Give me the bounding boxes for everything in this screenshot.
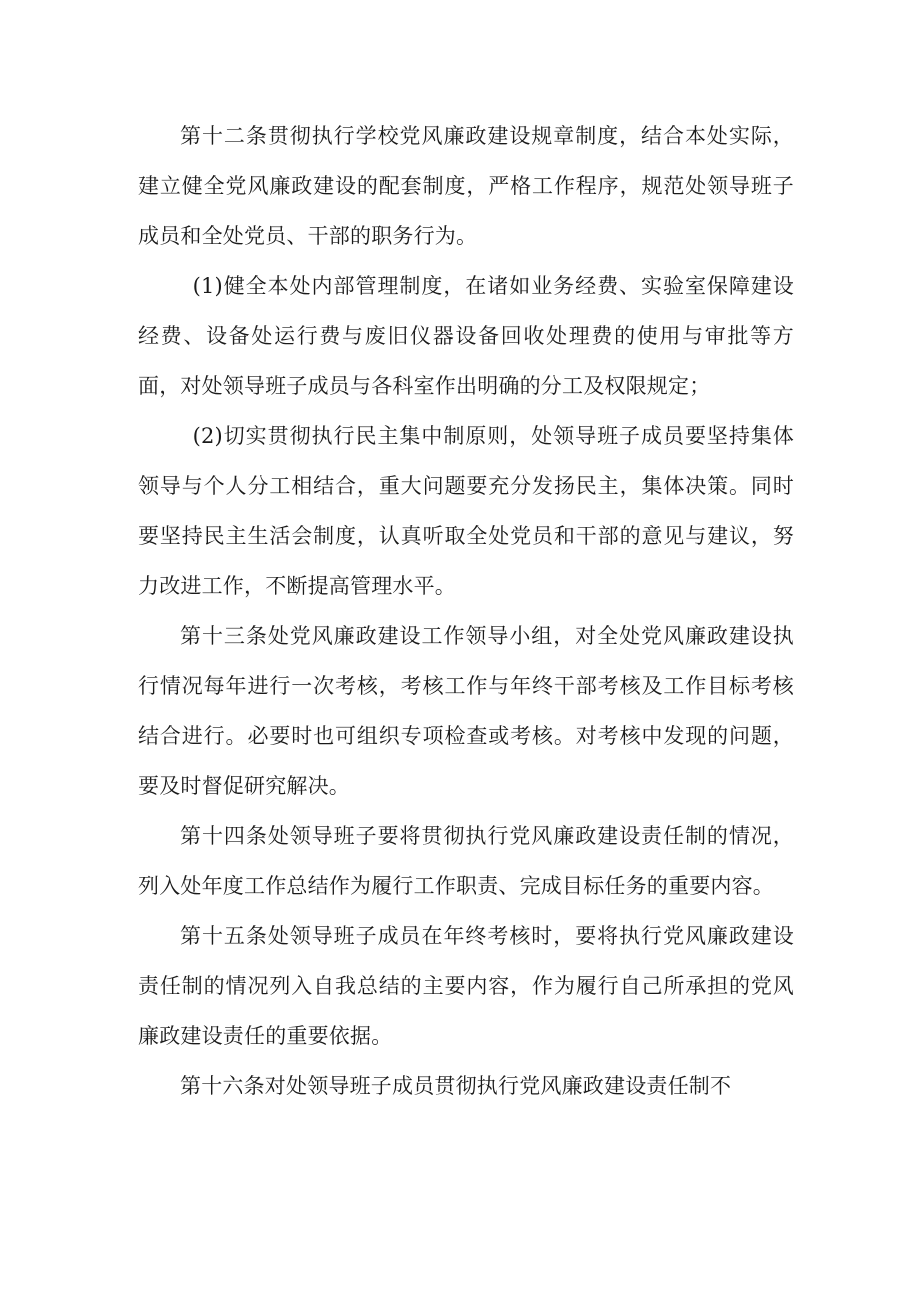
article-12-paragraph: 第十二条贯彻执行学校党风廉政建设规章制度，结合本处实际，建立健全党风廉政建设的配套制度，严格工作程序，规范处领导班子成员和全处党员、干部的职务行为。 [138, 124, 794, 248]
document-body [138, 111, 794, 1111]
article-16-paragraph: 第十六条对处领导班子成员贯彻执行党风廉政建设责任制不 [180, 1074, 732, 1098]
item-1-paragraph: (1)健全本处内部管理制度，在诸如业务经费、实验室保障建设经费、设备处运行费与废旧仪器设备回收处理费的使用与审批等方面，对处领导班子成员与各科室作出明确的分工及权限规定； [138, 274, 794, 398]
article-15-paragraph: 第十五条处领导班子成员在年终考核时，要将执行党风廉政建设责任制的情况列入自我总结的主要内容，作为履行自己所承担的党风廉政建设责任的重要依据。 [138, 924, 794, 1048]
article-13-paragraph: 第十三条处党风廉政建设工作领导小组，对全处党风廉政建设执行情况每年进行一次考核，考核工作与年终干部考核及工作目标考核结合进行。必要时也可组织专项检查或考核。对考核中发现的问题，要及时督促研究解决。 [138, 624, 794, 798]
article-14-paragraph: 第十四条处领导班子要将贯彻执行党风廉政建设责任制的情况，列入处年度工作总结作为履行工作职责、完成目标任务的重要内容。 [138, 824, 794, 898]
item-2-paragraph: (2)切实贯彻执行民主集中制原则，处领导班子成员要坚持集体领导与个人分工相结合，重大问题要充分发扬民主，集体决策。同时要坚持民主生活会制度，认真听取全处党员和干部的意见与建议，努力改进工作，不断提高管理水平。 [138, 424, 794, 598]
